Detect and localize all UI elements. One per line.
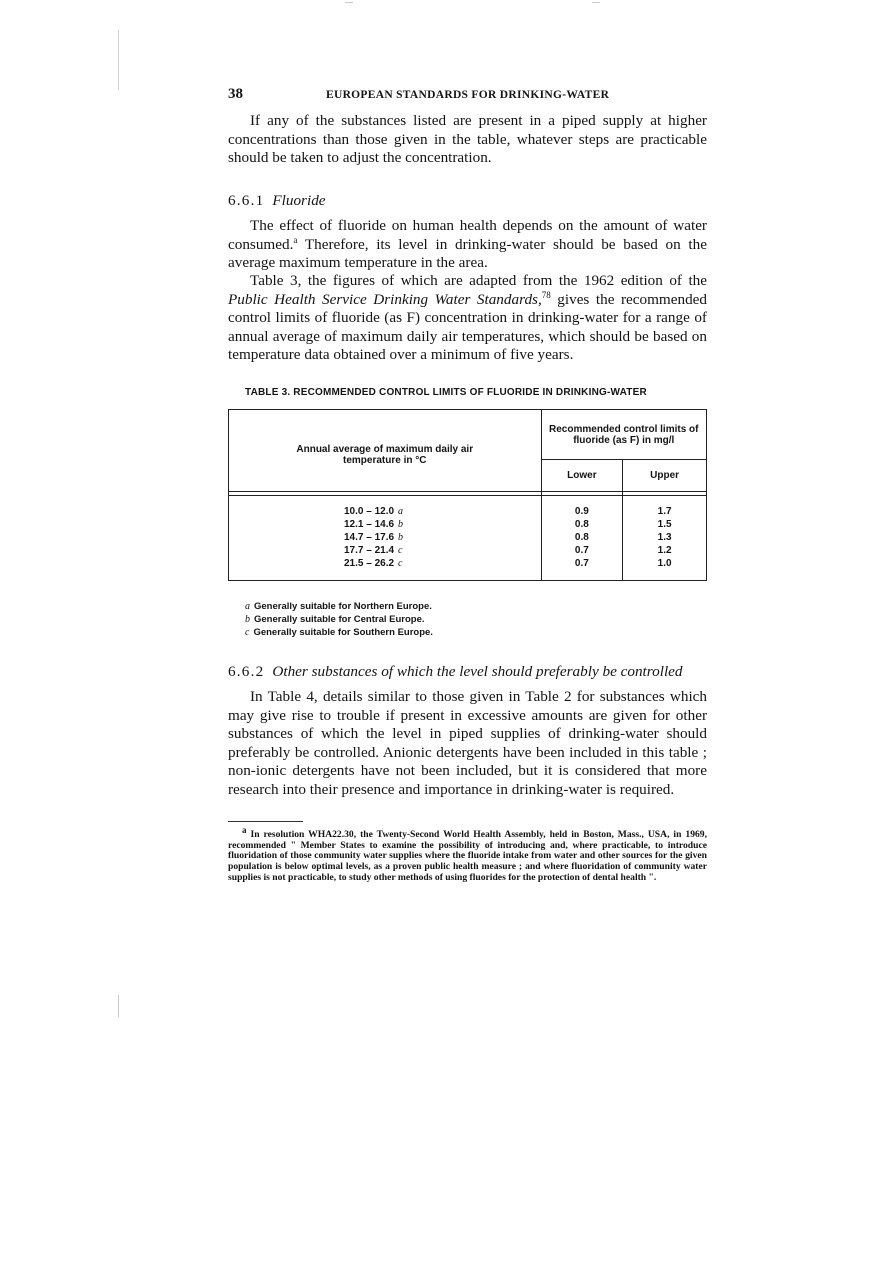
scan-artifact: [345, 2, 353, 3]
table-row: 21.5 – 26.2 c: [344, 558, 403, 569]
header-control-limits: Recommended control limits of fluoride (as F) in mg/l: [541, 410, 707, 460]
fluoride-paragraph-2: Table 3, the figures of which are adapted from the 1962 edition of the Public Health Service Drinking Water Standards,$^{78}$ gives the recommended control limits of fluoride (as F) concentration in drinking-water for a range of annual average of maximum daily air temperatures, which should be based on temperature data obtained over a minimum of five years.: [228, 272, 707, 364]
section-title: Other substances of which the level should preferably be controlled: [272, 663, 683, 680]
header-lower: Lower: [541, 460, 623, 492]
footnote-mark: a: [293, 234, 298, 245]
footnote-divider: [228, 821, 303, 822]
scan-artifact: [592, 2, 600, 3]
other-substances-paragraph: In Table 4, details similar to those given in Table 2 for substances which may give rise to trouble if present in excessive amounts are given for other substances of which the level in piped supplies of drinking-water should preferably be controlled. Anionic detergents have been included in this table ; non-ionic detergents have not been included, but it is considered that more research into their presence and importance in drinking-water is required.: [228, 688, 707, 798]
table-row: 17.7 – 21.4 c: [344, 545, 403, 556]
table-row: 14.7 – 17.6 b: [344, 532, 404, 543]
header-upper: Upper: [623, 460, 707, 492]
temperature-column: [229, 496, 542, 581]
table-note: a Generally suitable for Northern Europe.: [245, 601, 432, 612]
section-number: 6.6.2: [228, 663, 265, 680]
reference-number: 78: [541, 289, 551, 300]
reference-title: Public Health Service Drinking Water Standards,: [228, 290, 542, 308]
fluoride-paragraph-1: The effect of fluoride on human health depends on the amount of water consumed.$^a$ Therefore, its level in drinking-water should be based on the average maximum temperature in the area.: [228, 217, 707, 272]
table-notes: [245, 600, 433, 640]
footnote-mark: a: [242, 825, 247, 835]
table-row: 10.0 – 12.0 a: [344, 506, 404, 517]
section-heading-other-substances: [228, 663, 708, 681]
running-title: EUROPEAN STANDARDS FOR DRINKING-WATER: [326, 89, 610, 101]
section-title: Fluoride: [272, 192, 326, 209]
header-temperature: Annual average of maximum daily air temperature in °C: [229, 410, 542, 492]
table-note: b Generally suitable for Central Europe.: [245, 614, 425, 626]
intro-paragraph: If any of the substances listed are present in a piped supply at higher concentrations than those given in the table, whatever steps are practicable should be taken to adjust the concentration.: [228, 112, 707, 167]
lower-column: 0.9 0.8 0.8 0.7 0.7: [541, 496, 623, 581]
running-header: [228, 86, 708, 108]
scan-artifact: [118, 995, 119, 1017]
table-title: TABLE 3. RECOMMENDED CONTROL LIMITS OF FLUORIDE IN DRINKING-WATER: [245, 387, 647, 398]
section-heading-fluoride: [228, 192, 708, 210]
fluoride-limits-table: [228, 409, 707, 581]
footnote: a In resolution WHA22.30, the Twenty-Second World Health Assembly, held in Boston, Mass., USA, in 1969, recommended " Member States to examine the possibility of introducing and, where practicable, to introduce fluoridation of those community water supplies where the fluoride intake from water and other sources for the given population is below optimal levels, as a proven public health measure ; and where fluoridation of community water supplies is not practicable, to study other methods of using fluorides for the protection of dental health ".: [228, 825, 707, 883]
table-row: 12.1 – 14.6 b: [344, 519, 404, 530]
upper-column: 1.7 1.5 1.3 1.2 1.0: [623, 496, 707, 581]
scan-artifact: [118, 30, 119, 90]
table-note: c Generally suitable for Southern Europe.: [245, 627, 433, 639]
page-number: 38: [228, 86, 243, 102]
section-number: 6.6.1: [228, 192, 265, 209]
